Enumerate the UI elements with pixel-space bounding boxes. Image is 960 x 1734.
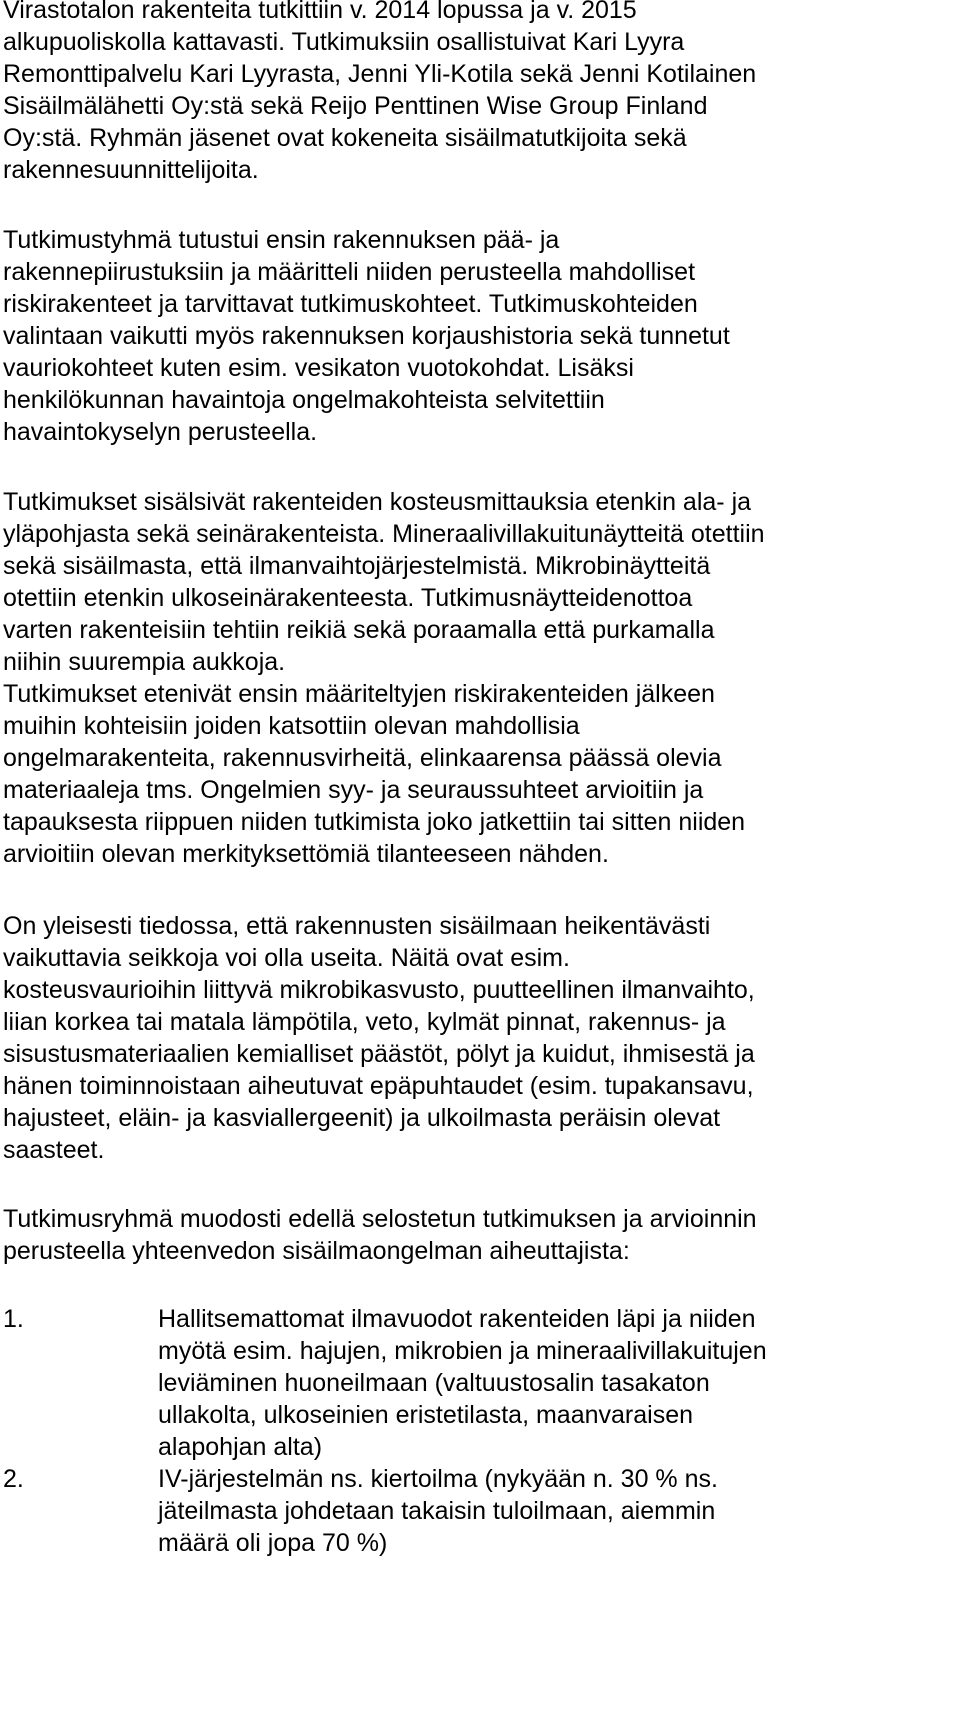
numbered-list — [3, 1303, 958, 1559]
text-line: Remonttipalvelu Kari Lyyrasta, Jenni Yli-Kotila sekä Jenni Kotilainen — [3, 60, 757, 88]
text-line: varten rakenteisiin tehtiin reikiä sekä poraamalla että purkamalla — [3, 616, 715, 644]
text-line: Sisäilmälähetti Oy:stä sekä Reijo Penttinen Wise Group Finland — [3, 92, 708, 120]
text-line: Tutkimukset etenivät ensin määriteltyjen riskirakenteiden jälkeen — [3, 680, 715, 708]
paragraph-4 — [3, 910, 958, 1166]
text-line: tapauksesta riippuen niiden tutkimista joko jatkettiin tai sitten niiden — [3, 808, 746, 836]
paragraph-3 — [3, 486, 958, 870]
list-item-text — [158, 1463, 958, 1559]
text-line: alkupuoliskolla kattavasti. Tutkimuksiin osallistuivat Kari Lyyra — [3, 28, 685, 56]
text-line: Virastotalon rakenteita tutkittiin v. 2014 lopussa ja v. 2015 — [3, 0, 637, 24]
text-line: hänen toiminnoistaan aiheutuvat epäpuhtaudet (esim. tupakansavu, — [3, 1072, 754, 1100]
text-line: hajusteet, eläin- ja kasviallergeenit) ja ulkoilmasta peräisin olevat — [3, 1104, 721, 1132]
text-line: IV-järjestelmän ns. kiertoilma (nykyään n. 30 % ns. — [158, 1465, 718, 1493]
text-line: Tutkimukset sisälsivät rakenteiden kosteusmittauksia etenkin ala- ja — [3, 488, 752, 516]
text-line: otettiin etenkin ulkoseinärakenteesta. Tutkimusnäytteidenottoa — [3, 584, 693, 612]
text-line: niihin suurempia aukkoja. — [3, 648, 286, 676]
list-item-number: 1. — [3, 1305, 24, 1333]
text-line: leviäminen huoneilmaan (valtuustosalin tasakaton — [158, 1369, 710, 1397]
text-line: Oy:stä. Ryhmän jäsenet ovat kokeneita sisäilmatutkijoita sekä — [3, 124, 687, 152]
text-line: jäteilmasta johdetaan takaisin tuloilmaan, aiemmin — [158, 1497, 716, 1525]
paragraph-1 — [3, 0, 958, 186]
text-line: materiaaleja tms. Ongelmien syy- ja seuraussuhteet arvioitiin ja — [3, 776, 704, 804]
list-item — [3, 1303, 958, 1463]
text-line: On yleisesti tiedossa, että rakennusten sisäilmaan heikentävästi — [3, 912, 711, 940]
text-line: ongelmarakenteita, rakennusvirheitä, elinkaarensa päässä olevia — [3, 744, 722, 772]
text-line: vauriokohteet kuten esim. vesikaton vuotokohdat. Lisäksi — [3, 354, 634, 382]
text-line: vaikuttavia seikkoja voi olla useita. Näitä ovat esim. — [3, 944, 570, 972]
text-line: sisustusmateriaalien kemialliset päästöt, pölyt ja kuidut, ihmisestä ja — [3, 1040, 755, 1068]
text-line: kosteusvaurioihin liittyvä mikrobikasvusto, puutteellinen ilmanvaihto, — [3, 976, 755, 1004]
text-line: rakennepiirustuksiin ja määritteli niiden perusteella mahdolliset — [3, 258, 696, 286]
text-line: rakennesuunnittelijoita. — [3, 156, 259, 184]
text-line: perusteella yhteenvedon sisäilmaongelman aiheuttajista: — [3, 1237, 630, 1265]
text-line: alapohjan alta) — [158, 1433, 323, 1461]
text-line: Tutkimustyhmä tutustui ensin rakennuksen pää- ja — [3, 226, 560, 254]
text-line: arvioitiin olevan merkityksettömiä tilanteeseen nähden. — [3, 840, 609, 868]
list-item-number: 2. — [3, 1465, 24, 1493]
text-line: yläpohjasta sekä seinärakenteista. Mineraalivillakuitunäytteitä otettiin — [3, 520, 765, 548]
text-line: muihin kohteisiin joiden katsottiin olevan mahdollisia — [3, 712, 580, 740]
text-line: Hallitsemattomat ilmavuodot rakenteiden läpi ja niiden — [158, 1305, 756, 1333]
paragraph-2 — [3, 224, 958, 448]
text-line: sekä sisäilmasta, että ilmanvaihtojärjestelmistä. Mikrobinäytteitä — [3, 552, 711, 580]
list-item-text — [158, 1303, 958, 1463]
paragraph-5 — [3, 1203, 958, 1267]
text-line: ullakolta, ulkoseinien eristetilasta, maanvaraisen — [158, 1401, 694, 1429]
text-line: riskirakenteet ja tarvittavat tutkimuskohteet. Tutkimuskohteiden — [3, 290, 698, 318]
text-line: havaintokyselyn perusteella. — [3, 418, 318, 446]
list-item — [3, 1463, 958, 1559]
text-line: liian korkea tai matala lämpötila, veto, kylmät pinnat, rakennus- ja — [3, 1008, 726, 1036]
text-line: määrä oli jopa 70 %) — [158, 1529, 388, 1557]
text-line: Tutkimusryhmä muodosti edellä selostetun tutkimuksen ja arvioinnin — [3, 1205, 757, 1233]
text-line: henkilökunnan havaintoja ongelmakohteista selvitettiin — [3, 386, 605, 414]
text-line: myötä esim. hajujen, mikrobien ja mineraalivillakuitujen — [158, 1337, 767, 1365]
text-line: saasteet. — [3, 1136, 105, 1164]
text-line: valintaan vaikutti myös rakennuksen korjaushistoria sekä tunnetut — [3, 322, 730, 350]
